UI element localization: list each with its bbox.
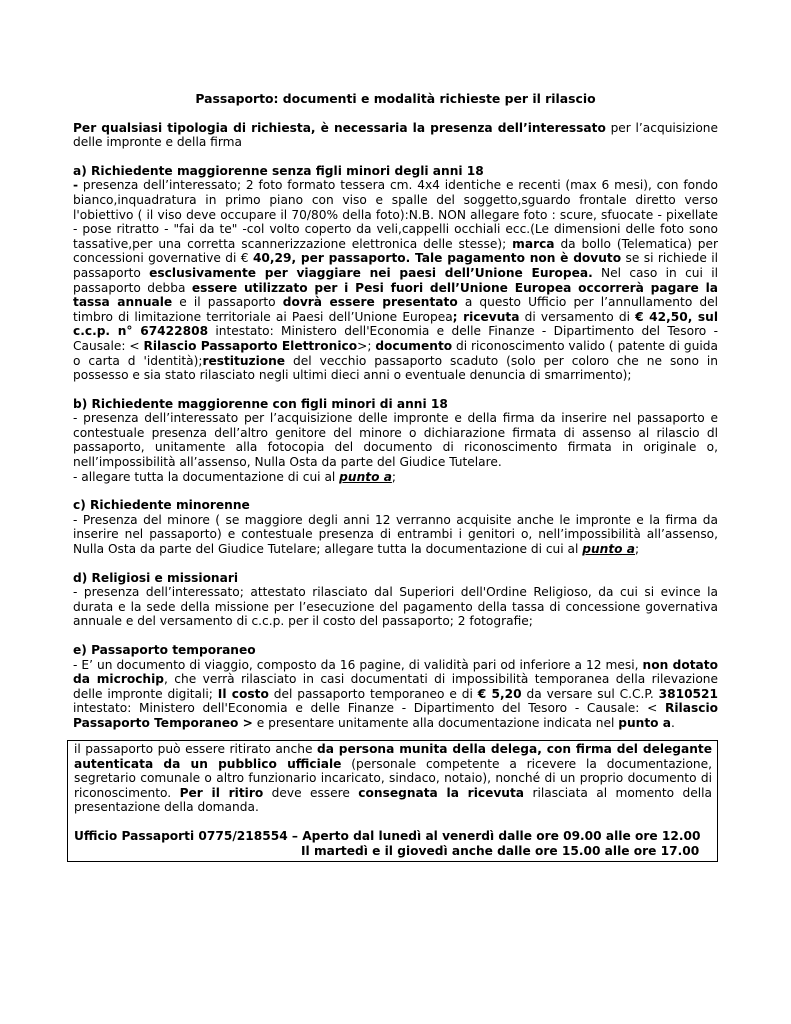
section-e-bold-1: non dotato da microchip	[73, 657, 718, 687]
section-a-heading: a) Richiedente maggiorenne senza figli minori degli anni 18	[73, 163, 484, 178]
section-a-body	[73, 178, 718, 382]
section-a-bold-1: marca	[512, 236, 555, 251]
notice-text-2: (personale competente a ricevere la documentazione, segretario comunale o altro funzionario incaricato, sindaco, notaio), nonché di un proprio documento di riconoscimento.	[74, 756, 712, 800]
section-e-heading: e) Passaporto temporaneo	[73, 643, 256, 657]
office-hours-line-2: Il martedì e il giovedì anche dalle ore 15.00 alle ore 17.00	[301, 843, 700, 858]
section-c-punto-a-link: punto a	[582, 542, 636, 557]
section-e-bold-3: € 5,20	[477, 686, 522, 701]
section-a-text-8: intestato: Ministero dell'Economia e delle Finanze - Dipartimento del Tesoro - Causale: <	[73, 324, 718, 353]
section-a-text-10: di riconoscimento valido ( patente di guida o carta d 'identità);	[73, 338, 718, 368]
section-a-bold-5: dovrà essere presentato	[282, 295, 458, 310]
section-a-bold-2: 40,29, per passaporto. Tale pagamento non è dovuto	[252, 251, 622, 266]
section-b-text: - presenza dell’interessato per l’acquisizione delle impronte e della firma da inserire nel passaporto e contestuale presenza dell’altro genitore del minore o dichiarazione firmata di assenso al rilascio dl passaporto, unitamente alla fotocopia del documento di riconoscimento firmata in originale o, nell’impossibilità all’assenso, Nulla Osta da parte del Giudice Tutelare.	[73, 411, 718, 470]
section-a-bold-3: esclusivamente per viaggiare nei paesi dell’Unione Europea.	[149, 265, 593, 280]
intro-bold-text: Per qualsiasi tipologia di richiesta, è necessaria la presenza dell’interessato	[73, 120, 606, 135]
section-e-text	[73, 658, 718, 731]
section-a-text-2: da bollo (Telematica) per concessioni governative di €	[73, 236, 718, 266]
section-e-text-5: intestato: Ministero dell'Economia e delle Finanze - Dipartimento del Tesoro - Causale: <	[73, 701, 665, 716]
section-a-dash: -	[73, 178, 79, 193]
section-a-bold-6: ; ricevuta	[452, 309, 520, 324]
section-c-text-end: ;	[635, 542, 640, 557]
intro-paragraph	[73, 121, 718, 150]
section-a-text-3: se si richiede il passaporto	[73, 251, 719, 280]
section-b-heading: b) Richiedente maggiorenne con figli minori di anni 18	[73, 396, 448, 411]
section-b-attach-end: ;	[391, 469, 397, 484]
section-a-text-9: >;	[357, 338, 376, 353]
section-d	[73, 571, 718, 629]
section-d-text: - presenza dell’interessato; attestato rilasciato dal Superiori dell'Ordine Religioso, da cui si evince la durata e la sede della missione per l’esecuzione del pagamento della tassa di concessione governativa annuale e del versamento di c.c.p. per il costo del passaporto; 2 fotografie;	[73, 585, 718, 629]
section-e-bold-5: Rilascio Passaporto Temporaneo >	[73, 701, 718, 730]
section-c-text-body: - Presenza del minore ( se maggiore degli anni 12 verranno acquisite anche le impronte e la firma da inserire nel passaporto) e contestuale presenza di entrambi i genitori o, nell’impossibilità all’assenso, Nulla Osta da parte del Giudice Tutelare; allegare tutta la documentazione di cui al	[73, 512, 718, 557]
section-a-bold-9: documento	[375, 338, 453, 353]
section-b	[73, 397, 718, 485]
office-hours-line-1: Ufficio Passaporti 0775/218554 – Aperto dal lunedì al venerdì dalle ore 09.00 alle ore 12.00	[74, 828, 701, 843]
section-e-text-3: del passaporto temporaneo e di	[268, 686, 478, 701]
section-c-heading: c) Richiedente minorenne	[73, 498, 250, 513]
notice-bold-1: da persona munita della delega, con firma del delegante autenticata da un pubblico ufficiale	[74, 742, 712, 771]
section-c	[73, 498, 718, 556]
section-a-text-4: Nel caso in cui il passaporto debba	[73, 265, 718, 295]
notice-bold-3: consegnata la ricevuta	[358, 785, 525, 800]
section-e-text-6: e presentare unitamente alla documentazione indicata nel	[252, 715, 619, 730]
section-e-bold-4: 3810521	[658, 686, 719, 701]
section-e-bold-6: punto a	[618, 715, 671, 730]
notice-box	[67, 740, 718, 862]
intro-text: per l’acquisizione delle impronte e della firma	[73, 120, 718, 150]
section-e-text-4: da versare sul C.C.P.	[521, 686, 659, 701]
section-e-bold-2: Il costo	[217, 686, 269, 701]
section-b-attach-text: - allegare tutta la documentazione di cui al	[73, 469, 340, 484]
section-d-heading: d) Religiosi e missionari	[73, 570, 239, 585]
section-b-punto-a-link: punto a	[339, 469, 392, 484]
section-a-bold-8: Rilascio Passaporto Elettronico	[143, 338, 358, 353]
section-a-text-1: presenza dell’interessato; 2 foto formato tessera cm. 4x4 identiche e recenti (max 6 mesi), con fondo bianco,inquadratura in primo piano con viso e spalle del soggetto,sguardo frontale diretto verso l'obiettivo ( il viso deve occupare il 70/80% della foto):N.B. NON allegare foto : scure, sfuocate - pixellate - pose ritratto - "fai da te" -col volto coperto da veli,cappelli occhiali ecc.(Le dimensioni delle foto sono tassative,per una corretta scannerizzazione elettronica delle stesse);	[73, 178, 718, 251]
section-a-text-6: a questo Ufficio per l’annullamento del timbro di limitazione territoriale ai Paesi dell’Unione Europea	[73, 295, 719, 324]
notice-text-4: rilasciata al momento della presentazione della domanda.	[74, 785, 713, 815]
section-b-attach-line	[73, 470, 718, 485]
section-a-bold-7: € 42,50, sul c.c.p. n° 67422808	[73, 309, 718, 339]
notice-text-1: il passaporto può essere ritirato anche	[74, 742, 317, 756]
document-page	[73, 92, 718, 745]
section-e-text-2: , che verrà rilasciato in casi documentati di impossibilità temporanea della rilevazione delle impronte digitali;	[73, 672, 718, 701]
section-a-bold-4: essere utilizzato per i Pesi fuori dell’Unione Europea occorrerà pagare la tassa annuale	[73, 280, 719, 310]
notice-bold-2: Per il ritiro	[179, 785, 264, 800]
section-e-text-1: - E’ un documento di viaggio, composto da 16 pagine, di validità pari od inferiore a 12 mesi,	[73, 657, 643, 672]
section-a-text-11: del vecchio passaporto scaduto (solo per coloro che ne sono in possesso e sia stato rilasciato negli ultimi dieci anni o eventuale denuncia di smarrimento);	[73, 353, 718, 383]
section-a-bold-10: restituzione	[202, 353, 286, 368]
notice-paragraph	[74, 742, 712, 815]
section-a-text-5: e il passaporto	[172, 295, 283, 310]
section-a-text-7: di versamento di	[519, 309, 636, 324]
section-a	[73, 164, 718, 383]
notice-text-3: deve essere	[263, 785, 359, 800]
section-e-text-7: .	[671, 715, 675, 730]
section-c-text	[73, 513, 718, 557]
section-e	[73, 643, 718, 731]
document-title: Passaporto: documenti e modalità richieste per il rilascio	[195, 91, 596, 106]
